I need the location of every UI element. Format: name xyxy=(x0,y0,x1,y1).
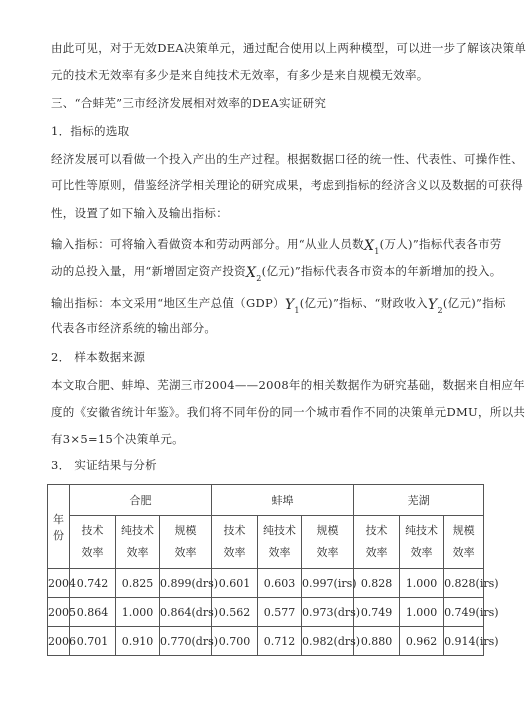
value-cell: 0.828(irs) xyxy=(444,569,484,598)
table-row xyxy=(48,598,484,627)
value-cell: 1.000 xyxy=(400,598,444,627)
paragraph-line: 经济发展可以看做一个投入产出的生产过程。根据数据口径的统一性、代表性、可操作性、 xyxy=(51,152,523,166)
paragraph-line: 可比性等原则，借鉴经济学相关理论的研究成果，考虑到指标的经济含义以及数据的可获得 xyxy=(51,178,523,192)
value-cell: 0.914(irs) xyxy=(444,627,484,656)
value-cell: 1.000 xyxy=(400,569,444,598)
subsection-heading: 3． 实证结果与分析 xyxy=(51,458,157,472)
value-cell: 0.982(drs) xyxy=(302,627,354,656)
value-cell: 0.700 xyxy=(212,627,258,656)
subsection-heading: 2． 样本数据来源 xyxy=(51,350,146,364)
section-heading: 三、“合蚌芜”三市经济发展相对效率的DEA实证研究 xyxy=(51,96,327,110)
year-cell: 2004 xyxy=(48,569,70,598)
paragraph-line: 有3×5=15个决策单元。 xyxy=(51,432,184,446)
paragraph-line: 性，设置了如下输入及输出指标： xyxy=(51,206,228,220)
subheader-cell: 规模 效率 xyxy=(444,516,484,569)
subheader-cell: 纯技术 效率 xyxy=(258,516,302,569)
efficiency-table xyxy=(47,484,499,656)
value-cell: 0.973(drs) xyxy=(302,598,354,627)
value-cell: 0.603 xyxy=(258,569,302,598)
value-cell: 0.899(drs) xyxy=(160,569,212,598)
subheader-cell: 规模 效率 xyxy=(160,516,212,569)
year-cell: 2005 xyxy=(48,598,70,627)
value-cell: 0.962 xyxy=(400,627,444,656)
paragraph-line: 元的技术无效率有多少是来自纯技术无效率，有多少是来自规模无效率。 xyxy=(51,68,429,82)
value-cell: 0.828 xyxy=(354,569,400,598)
paragraph-line: 代表各市经济系统的输出部分。 xyxy=(51,321,217,335)
table-row xyxy=(48,627,484,656)
value-cell: 0.997(irs) xyxy=(302,569,354,598)
subheader-row xyxy=(48,516,484,569)
math-variable: $Y_1$ xyxy=(284,297,300,315)
value-cell: 0.712 xyxy=(258,627,302,656)
value-cell: 0.562 xyxy=(212,598,258,627)
math-variable: $X_1$ xyxy=(363,238,380,256)
subheader-cell: 纯技术 效率 xyxy=(400,516,444,569)
math-variable: $X_2$ xyxy=(245,265,262,283)
value-cell: 0.577 xyxy=(258,598,302,627)
subheader-cell: 技术 效率 xyxy=(70,516,116,569)
table-row xyxy=(48,569,484,598)
value-cell: 0.749(irs) xyxy=(444,598,484,627)
city-header: 合肥 xyxy=(70,485,212,516)
year-cell: 2006 xyxy=(48,627,70,656)
input-indicator-line xyxy=(51,236,502,256)
value-cell: 0.864 xyxy=(70,598,116,627)
value-cell: 0.601 xyxy=(212,569,258,598)
value-cell: 0.864(drs) xyxy=(160,598,212,627)
subheader-cell: 技术 效率 xyxy=(212,516,258,569)
output-indicator-line: 输出指标：本文采用“地区生产总值$(GDP)Y_1$(亿元)”指标、“财政收入$Y_2$(亿元)”指标 xyxy=(51,296,506,315)
input-text-a: 输入指标：可将输入看做资本和劳动两部分。用“从业人员数 xyxy=(51,237,364,251)
input-text-b: (万人)”指标代表各市劳 xyxy=(379,237,502,251)
paragraph-line: 度的《安徽省统计年鉴》。我们将不同年份的同一个城市看作不同的决策单元DMU，所以共 xyxy=(51,405,526,419)
value-cell: 0.742 xyxy=(70,569,116,598)
subheader-cell: 规模 效率 xyxy=(302,516,354,569)
paragraph-line: 本文取合肥、蚌埠、芜湖三市2004——2008年的相关数据作为研究基础，数据来自相应年 xyxy=(51,378,525,392)
subheader-cell: 纯技术 效率 xyxy=(116,516,160,569)
value-cell: 0.770(drs) xyxy=(160,627,212,656)
subheader-cell: 技术 效率 xyxy=(354,516,400,569)
city-header: 芜湖 xyxy=(354,485,484,516)
math-variable: $Y_2$ xyxy=(427,297,443,315)
value-cell: 0.749 xyxy=(354,598,400,627)
subsection-heading: 1．指标的选取 xyxy=(51,124,130,138)
value-cell: 0.701 xyxy=(70,627,116,656)
value-cell: 0.825 xyxy=(116,569,160,598)
input-indicator-line-2: 动的总投入量，用“新增固定资产投资$X_2$(亿元)”指标代表各市资本的年新增加的投入。 xyxy=(51,264,502,283)
value-cell: 1.000 xyxy=(116,598,160,627)
value-cell: 0.880 xyxy=(354,627,400,656)
value-cell: 0.910 xyxy=(116,627,160,656)
paragraph-line: 由此可见，对于无效DEA决策单元，通过配合使用以上两种模型，可以进一步了解该决策单 xyxy=(51,41,526,55)
year-header: 年份 xyxy=(48,485,70,569)
city-header: 蚌埠 xyxy=(212,485,354,516)
